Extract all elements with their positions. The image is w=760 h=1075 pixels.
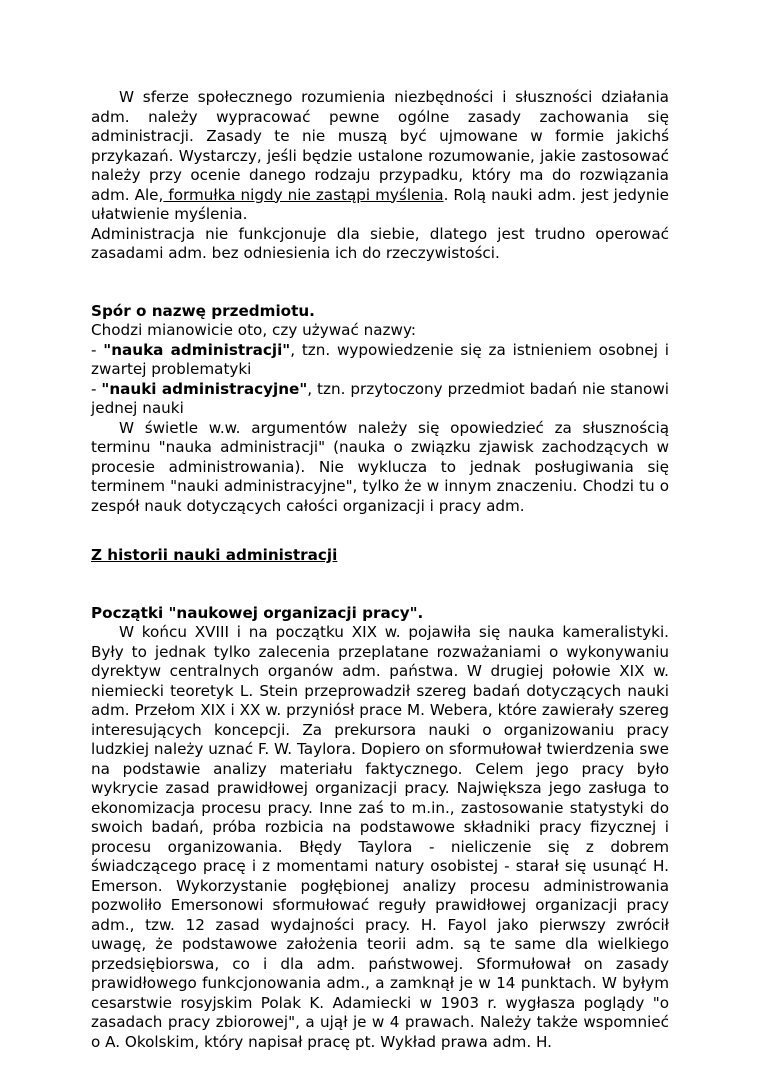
list-item-dash: - [91, 340, 104, 359]
paragraph-administration-reality: Administracja nie funkcjonuje dla siebie, dlatego jest trudno operować zasadami adm. bez odniesienia ich do rzeczywistości. [91, 224, 669, 262]
name-dispute-conclusion: W świetle w.w. argumentów należy się opowiedzieć za słusznością terminu "nauka administracji" (nauka o związku zjawisk zachodzących w procesie administrowania). Nie wyklucza to jednak posługiwania się terminem "nauki administracyjne", tylko że w innym znaczeniu. Chodzi tu o zespół nauk dotyczących całości organizacji i pracy adm. [91, 418, 669, 515]
section-heading-name-dispute: Spór o nazwę przedmiotu. [91, 301, 315, 320]
list-item-term: "nauka administracji" [103, 340, 291, 359]
paragraph-principles-text: W sferze społecznego rozumienia niezbędności i słuszności działania adm. należy wypracować pewne ogólne zasady zachowania się administracji. Zasady te nie muszą być ujmowane w formie jakichś przykazań. Wystarczy, jeśli będzie ustalone rozumowanie, jakie zastosować należy przy ocenie danego rodzaju przypadku, który ma do rozwiązania adm. Ale, [91, 88, 669, 204]
name-dispute-intro: Chodzi mianowicie oto, czy używać nazwy: [91, 321, 416, 339]
section-heading-scientific-organization: Początki "naukowej organizacji pracy". [91, 603, 424, 622]
list-item-description: , tzn. przytoczony przedmiot badań nie stanowi jednej nauki [91, 379, 669, 417]
list-item-term: "nauki administracyjne" [101, 379, 308, 398]
document-page [91, 88, 669, 1052]
spacer [91, 566, 669, 604]
paragraph-principles [91, 88, 669, 225]
history-body: W końcu XVIII i na początku XIX w. pojawiła się nauka kameralistyki. Były to jednak tylko zalecenia przeplatane rozważaniami o wykonywaniu dyrektyw centralnych organów adm. państwa. W drugiej połowie XIX w. niemiecki teoretyk L. Stein przeprowadził szereg badań dotyczących nauki adm. Przełom XIX i XX w. przyniósł prace M. Webera, które zawierały szereg interesujących koncepcji. Za prekursora nauki o organizowaniu pracy ludzkiej należy uznać F. W. Taylora. Dopiero on sformułował twierdzenia swe na podstawie analizy materiału faktycznego. Celem jego pracy było wykrycie zasad prawidłowej organizacji pracy. Największa jego zasługa to ekonomizacja procesu pracy. Inne zaś to m.in., zastosowanie statystyki do swoich badań, próba rozbicia na podstawowe składniki pracy fizycznej i procesu organizowania. Błędy Taylora - nieliczenie się z dobrem świadczącego pracę i z momentami natury osobistej - starał się usunąć H. Emerson. Wykorzystanie pogłębionej analizy procesu administrowania pozwoliło Emersonowi sformułować reguły prawidłowej organizacji pracy adm., tzw. 12 zasad wydajności pracy. H. Fayol jako pierwszy zwrócił uwagę, że podstawowe założenia teorii adm. są te same dla wielkiego przedsiębiorswa, co i dla adm. państwowej. Sformułował on zasady prawidłowego funkcjonowania adm., a zamknął je w 14 punktach. W byłym cesarstwie rosyjskim Polak K. Adamiecki w 1903 r. wygłasza poglądy "o zasadach pracy zbiorowej", a ujął je w 4 prawach. Należy także wspomnieć o A. Okolskim, który napisał pracę pt. Wykład prawa adm. H. [91, 623, 669, 1051]
list-item [91, 380, 669, 419]
paragraph-principles-ending: . Rolą nauki adm. jest jedynie ułatwienie myślenia. [91, 185, 670, 223]
list-item-dash: - [91, 379, 102, 398]
underlined-phrase: formułka nigdy nie zastąpi myślenia [163, 185, 444, 204]
spacer [91, 516, 669, 546]
section-heading-history: Z historii nauki administracji [91, 546, 338, 564]
list-item-description: , tzn. wypowiedzenie się za istnieniem osobnej i zwartej problematyki [91, 340, 669, 378]
spacer [91, 264, 669, 302]
list-item [91, 341, 669, 380]
